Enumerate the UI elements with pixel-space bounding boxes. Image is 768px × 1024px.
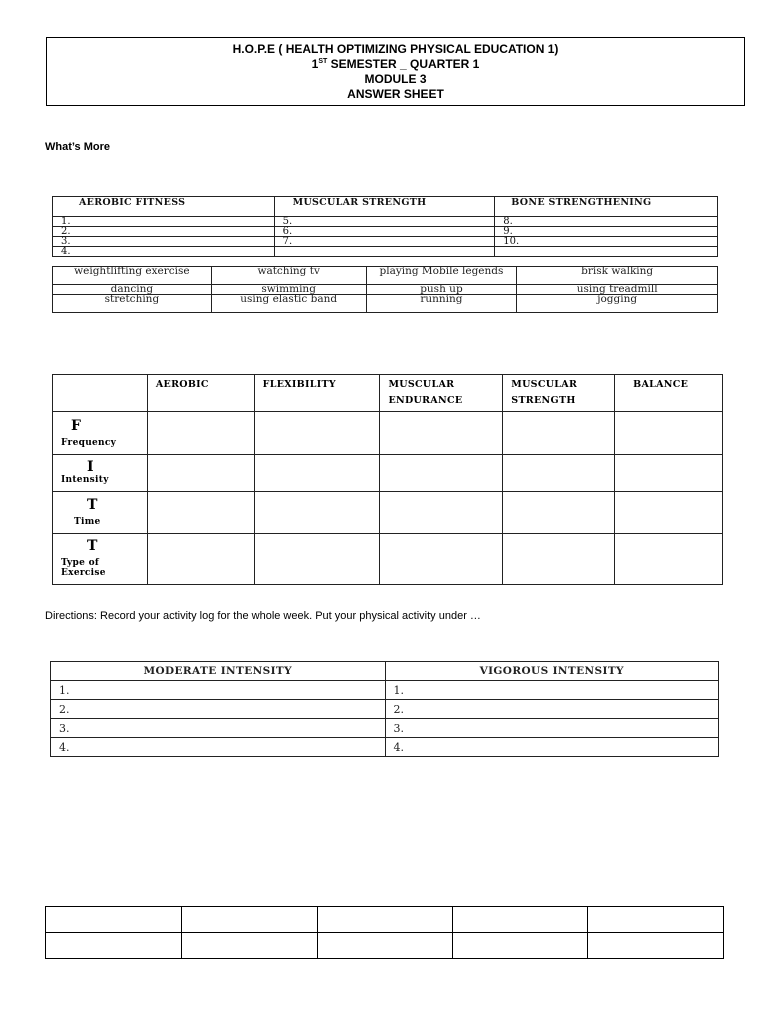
vigorous-entry[interactable]: 1. [385,681,719,700]
activity-cell: brisk walking [517,267,718,285]
answer-cell[interactable] [495,247,718,257]
answer-cell[interactable]: 10. [495,237,718,247]
answer-cell[interactable]: 8. [495,217,718,227]
fitt-answer-cell[interactable] [254,492,380,534]
fitt-answer-cell[interactable] [615,534,723,585]
header-vigorous-intensity: VIGOROUS INTENSITY [385,662,719,681]
header-box [46,37,745,106]
fitt-answer-cell[interactable] [615,412,723,455]
column-muscular-endurance: MUSCULAR ENDURANCE [380,375,503,412]
fitt-answer-cell[interactable] [147,492,254,534]
fitt-answer-cell[interactable] [380,492,503,534]
fitt-answer-cell[interactable] [254,534,380,585]
answer-cell[interactable]: 5. [274,217,495,227]
fitt-answer-cell[interactable] [503,534,615,585]
column-flexibility: FLEXIBILITY [254,375,380,412]
activity-cell: push up [366,285,517,295]
fitness-category-table [52,196,718,257]
intensity-table [50,661,719,757]
fitt-answer-cell[interactable] [147,534,254,585]
moderate-entry[interactable]: 1. [51,681,386,700]
fitt-corner-cell [53,375,148,412]
blank-cell[interactable] [317,907,453,933]
header-muscular-strength: MUSCULAR STRENGTH [274,197,495,217]
fitt-answer-cell[interactable] [380,412,503,455]
blank-cell[interactable] [46,933,182,959]
fitt-answer-cell[interactable] [147,455,254,492]
fitt-answer-cell[interactable] [503,412,615,455]
blank-cell[interactable] [46,907,182,933]
header-bone-strengthening: BONE STRENGTHENING [495,197,718,217]
directions-text: Directions: Record your activity log for the whole week. Put your physical activity under … [45,610,481,622]
column-aerobic: AEROBIC [147,375,254,412]
blank-cell[interactable] [588,907,724,933]
answer-cell[interactable] [274,247,495,257]
fitt-answer-cell[interactable] [254,412,380,455]
fitt-answer-cell[interactable] [254,455,380,492]
activity-cell: weightlifting exercise [53,267,212,285]
answer-cell[interactable]: 9. [495,227,718,237]
moderate-entry[interactable]: 2. [51,700,386,719]
fitt-answer-cell[interactable] [147,412,254,455]
activity-cell: playing Mobile legends [366,267,517,285]
fitt-answer-cell[interactable] [503,455,615,492]
whats-more-label: What’s More [45,141,110,153]
fitt-answer-cell[interactable] [503,492,615,534]
activity-cell: stretching [53,295,212,313]
row-type-of-exercise: T Type of Exercise [53,534,148,585]
blank-cell[interactable] [181,933,317,959]
fitt-answer-cell[interactable] [615,455,723,492]
blank-cell[interactable] [317,933,453,959]
answer-cell[interactable]: 2. [53,227,275,237]
activity-cell: running [366,295,517,313]
activity-cell: watching tv [211,267,366,285]
row-time: T Time [53,492,148,534]
fitt-table [52,374,723,585]
answer-cell[interactable]: 6. [274,227,495,237]
header-module: MODULE 3 [364,72,427,86]
fitt-answer-cell[interactable] [380,534,503,585]
blank-cell[interactable] [588,933,724,959]
column-muscular-strength: MUSCULAR STRENGTH [503,375,615,412]
vigorous-entry[interactable]: 3. [385,719,719,738]
header-aerobic-fitness: AEROBIC FITNESS [53,197,275,217]
answer-cell[interactable]: 7. [274,237,495,247]
row-intensity: I Intensity [53,455,148,492]
vigorous-entry[interactable]: 4. [385,738,719,757]
column-balance: BALANCE [615,375,723,412]
moderate-entry[interactable]: 3. [51,719,386,738]
blank-cell[interactable] [181,907,317,933]
activity-cell: swimming [211,285,366,295]
blank-grid-table [45,906,724,959]
blank-cell[interactable] [453,907,588,933]
header-answer-sheet: ANSWER SHEET [347,87,444,101]
answer-cell[interactable]: 1. [53,217,275,227]
header-semester: 1ST SEMESTER _ QUARTER 1 [311,57,480,71]
activity-bank-table [52,266,718,313]
header-moderate-intensity: MODERATE INTENSITY [51,662,386,681]
vigorous-entry[interactable]: 2. [385,700,719,719]
blank-cell[interactable] [453,933,588,959]
activity-cell: using treadmill [517,285,718,295]
fitt-answer-cell[interactable] [380,455,503,492]
fitt-answer-cell[interactable] [615,492,723,534]
activity-cell: jogging [517,295,718,313]
row-frequency: F Frequency [53,412,148,455]
header-title: H.O.P.E ( HEALTH OPTIMIZING PHYSICAL EDUCATION 1) [232,42,559,56]
activity-cell: dancing [53,285,212,295]
moderate-entry[interactable]: 4. [51,738,386,757]
answer-cell[interactable]: 3. [53,237,275,247]
answer-cell[interactable]: 4. [53,247,275,257]
activity-cell: using elastic band [211,295,366,313]
